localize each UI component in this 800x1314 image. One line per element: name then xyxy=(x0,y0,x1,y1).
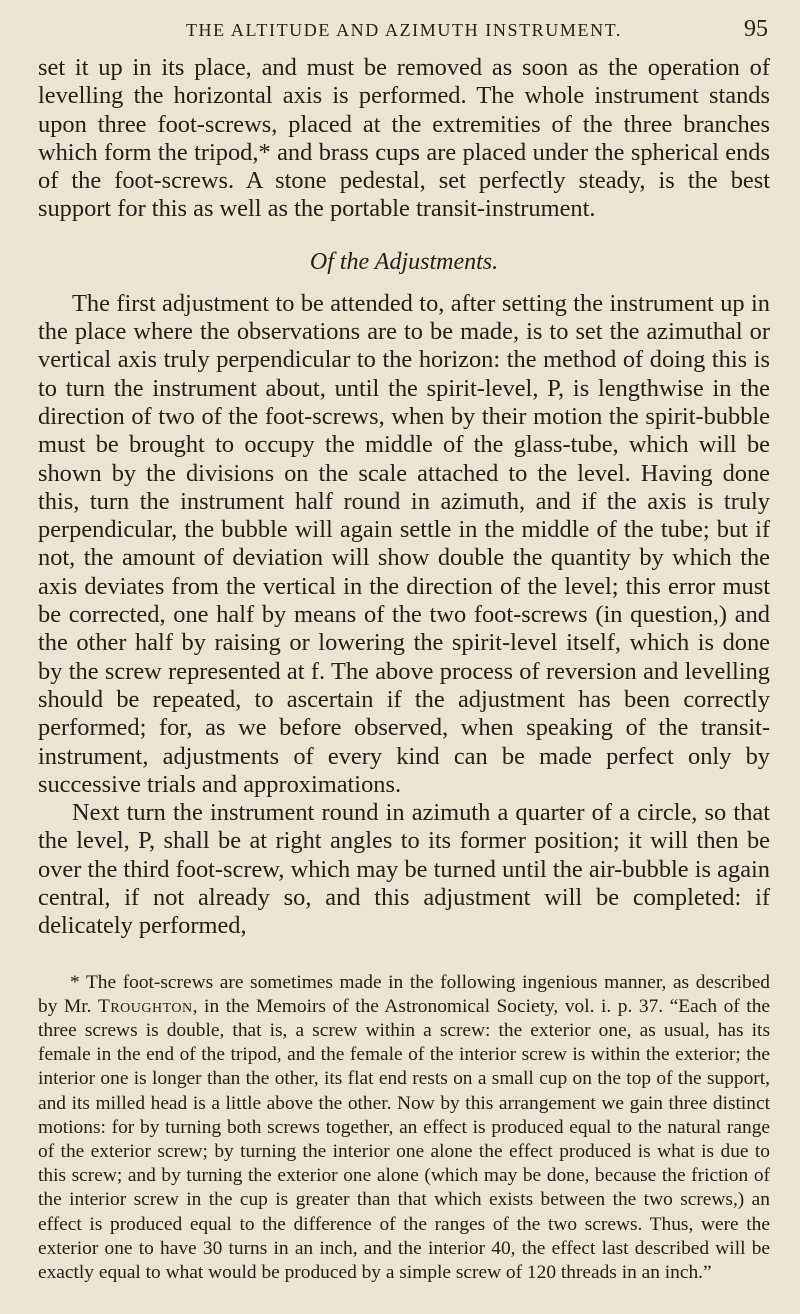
running-title: THE ALTITUDE AND AZIMUTH INSTRUMENT. xyxy=(185,20,623,40)
page-number: 95 xyxy=(744,16,768,42)
main-text xyxy=(38,54,770,941)
footnote-author-name: Troughton xyxy=(98,995,193,1017)
paragraph-3: Next turn the instrument round in azimuth a quarter of a circle, so that the level, P, shall be at right angles to its former position; it will then be over the third foot-screw, which may be turned until the air-bubble is again central, if not already so, and this adjustment will be completed: if delicately performed, xyxy=(38,799,770,940)
footnote-text xyxy=(38,971,770,1286)
footnote-rest: , in the Memoirs of the Astronomical Society, vol. i. p. 37. “Each of the three screws is double, that is, a screw within a screw: the exterior one, as usual, has its female in the end of the tripod, and the female of the interior screw is within the exterior; the interior one is longer than the other, its flat end rests on a small cup on the top of the support, and its milled head is a little above the other. Now by this arrangement we gain three distinct motions: for by turning both screws together, an effect is produced equal to the natural range of the exterior screw; by turning the interior one alone the effect produced is what is due to this screw; and by turning the exterior one alone (which may be done, because the friction of the interior screw in the cup is greater than that which exists between the two screws,) an effect is produced equal to the difference of the ranges of the two screws. Thus, were the exterior one to have 30 turns in an inch, and the interior 40, the effect last described will be exactly equal to what would be produced by a simple screw of 120 threads in an inch.” xyxy=(38,995,770,1284)
footnote xyxy=(38,971,770,1286)
section-heading: Of the Adjustments. xyxy=(309,248,499,275)
paragraph-2: The first adjustment to be attended to, after setting the instrument up in the place where the observations are to be made, is to set the azimuthal or vertical axis truly perpendicular to the horizon: the method of doing this is to turn the instrument about, until the spirit-level, P, is lengthwise in the direction of two of the foot-screws, when by their motion the spirit-bubble must be brought to occupy the middle of the glass-tube, which will be shown by the divisions on the scale attached to the level. Having done this, turn the instrument half round in azimuth, and if the axis is truly perpendicular, the bubble will again settle in the middle of the tube; but if not, the amount of deviation will show double the quantity by which the axis deviates from the vertical in the direction of the level; this error must be corrected, one half by means of the two foot-screws (in question,) and the other half by raising or lowering the spirit-level itself, which is done by the screw represented at f. The above process of reversion and levelling should be repeated, to ascertain if the adjustment has been correctly performed; for, as we before observed, when speaking of the transit-instrument, adjustments of every kind can be made perfect only by successive trials and approximations. xyxy=(38,289,770,798)
paragraph-1: set it up in its place, and must be removed as soon as the operation of levelling the horizontal axis is performed. The whole instrument stands upon three foot-screws, placed at the extremities of the three branches which form the tripod,* and brass cups are placed under the spherical ends of the foot-screws. A stone pedestal, set perfectly steady, is the best support for this as well as the portable transit-instrument. xyxy=(38,54,770,223)
footnote-lead: * The foot-screws are sometimes made in the following ingenious manner, as described by Mr. xyxy=(38,971,770,1017)
page-header xyxy=(38,8,770,48)
